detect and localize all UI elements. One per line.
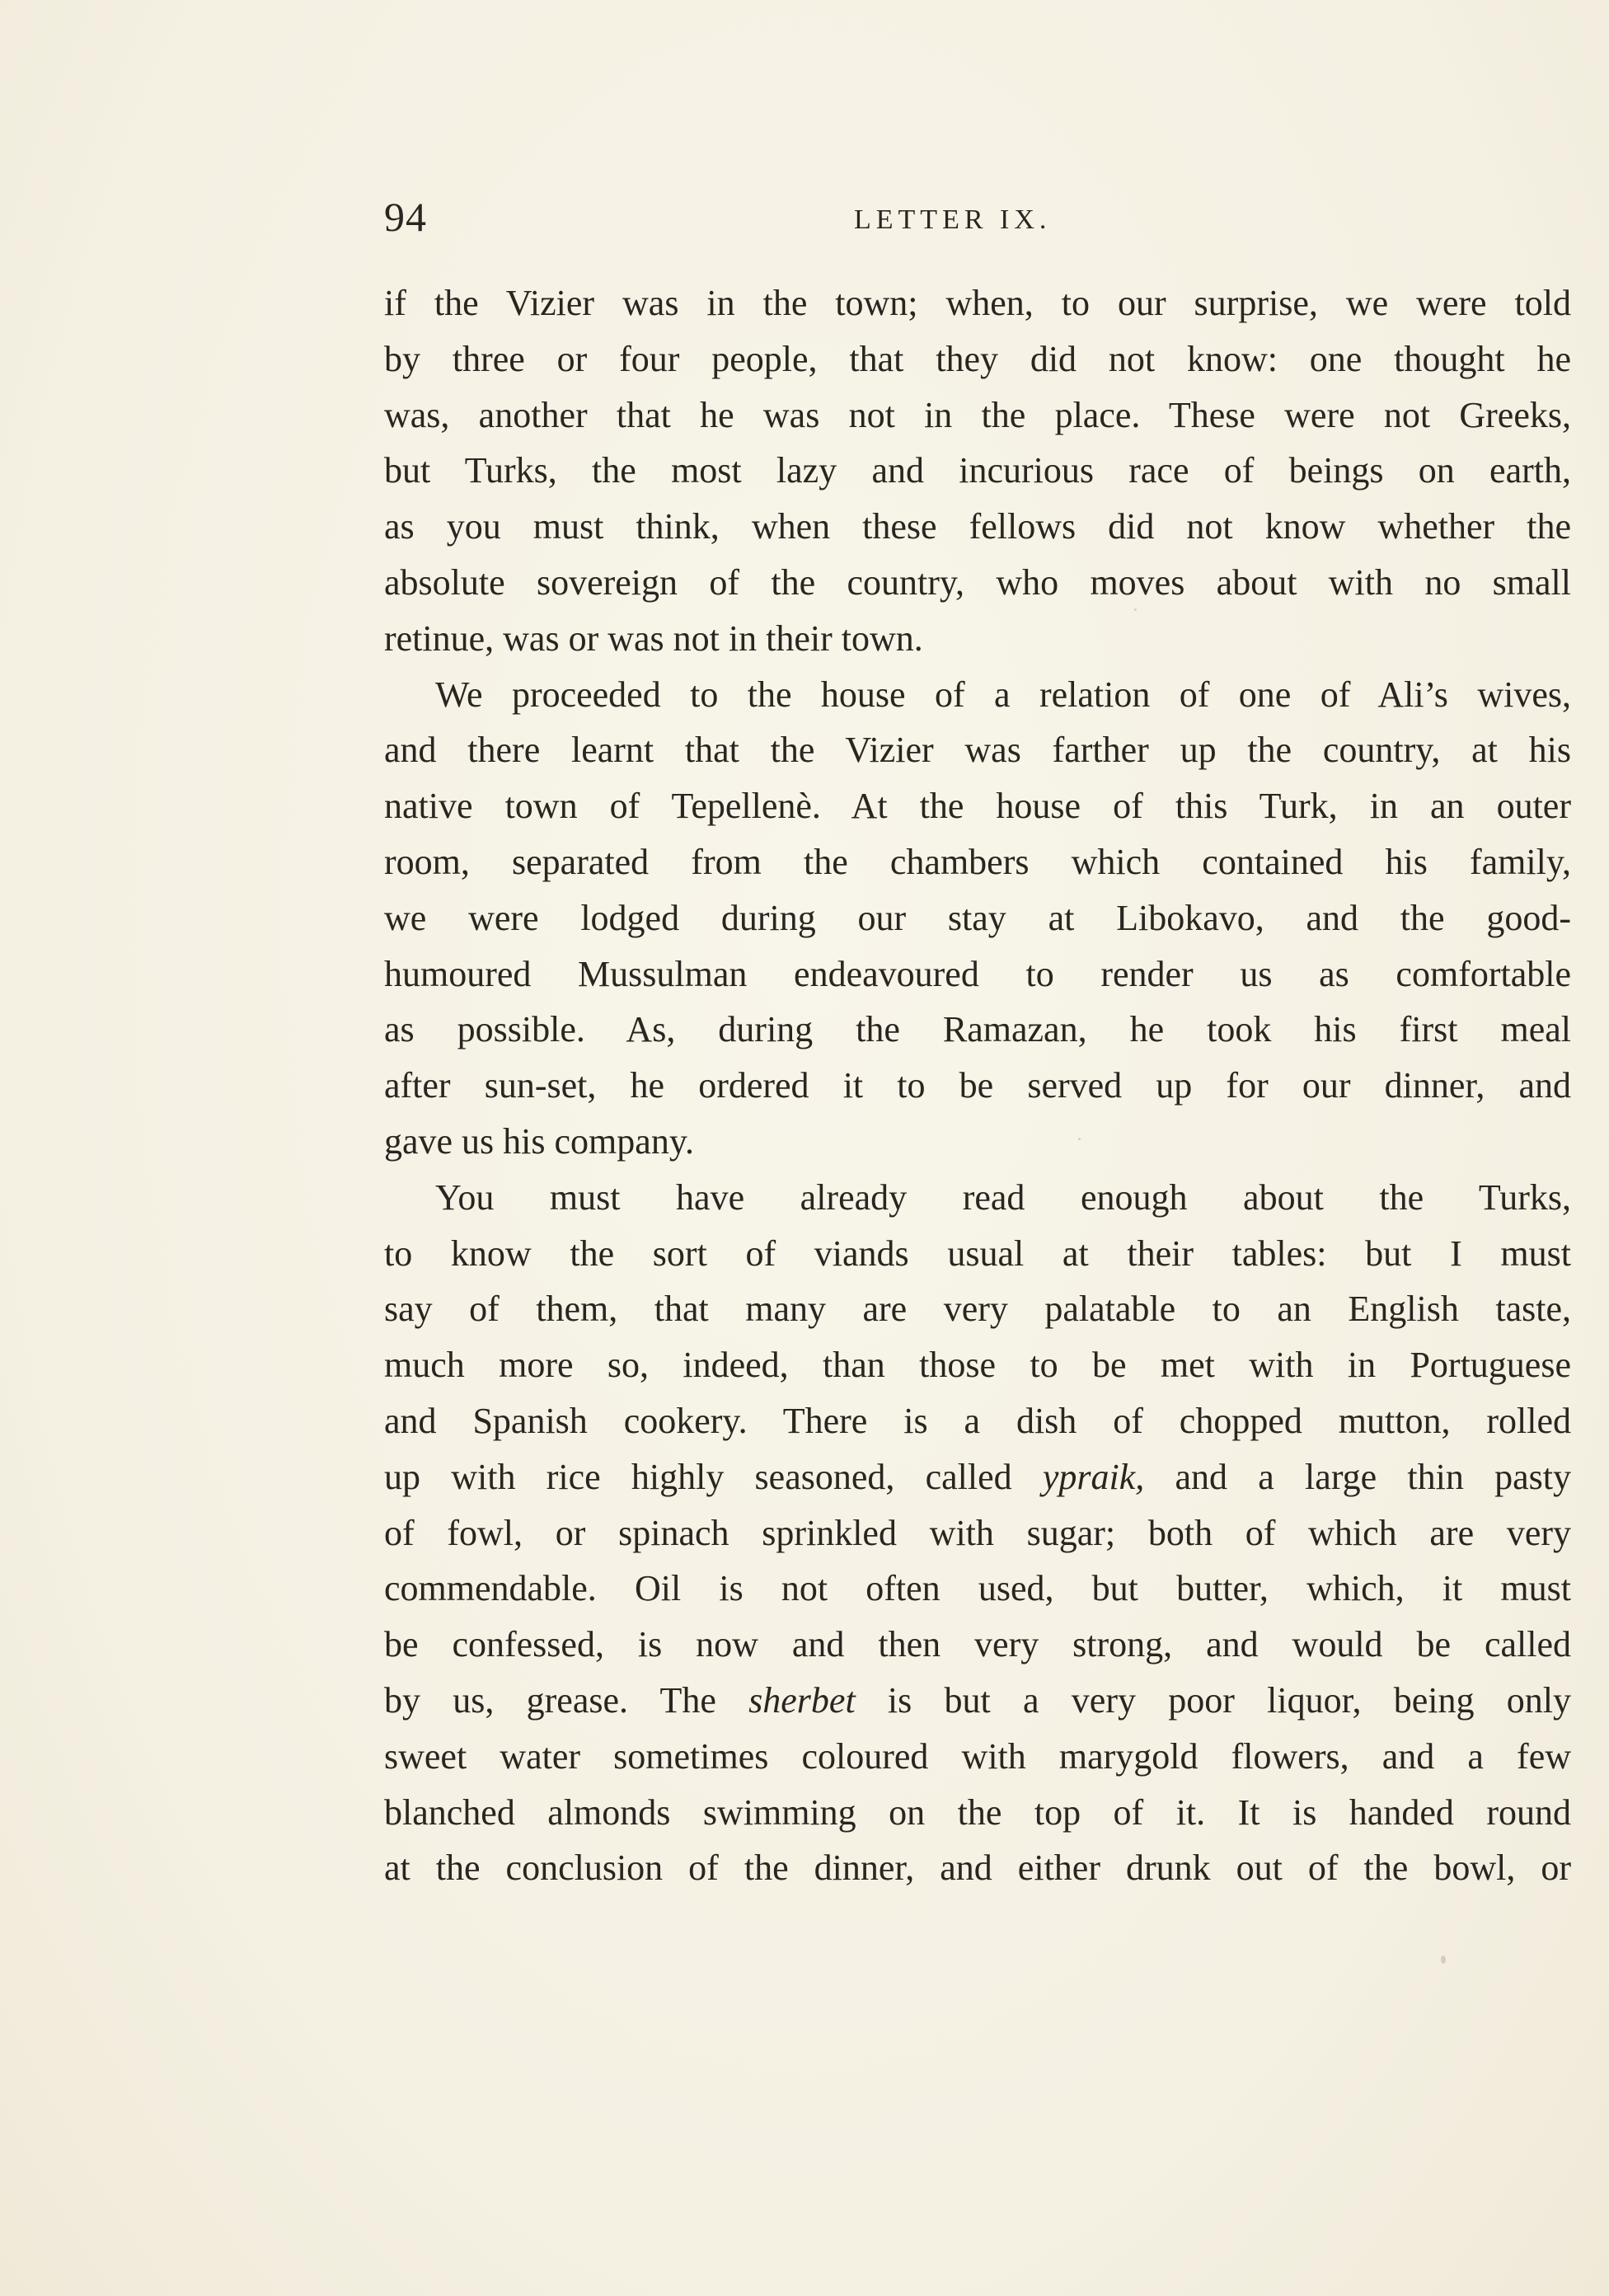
text-line: at the conclusion of the dinner, and either drunk out of the bowl, or: [384, 1848, 1571, 1889]
text-line: gave us his company.: [384, 1120, 694, 1162]
text-line: say of them, that many are very palatable to an English taste,: [384, 1289, 1571, 1330]
text-line: of fowl, or spinach sprinkled with sugar; both of which are very: [384, 1512, 1571, 1553]
text-line: humoured Mussulman endeavoured to render us as comfortable: [384, 953, 1571, 994]
text-fragment: and a large thin pasty: [1144, 1456, 1571, 1497]
text-line: and Spanish cookery. There is a dish of chopped mutton, rolled: [384, 1400, 1571, 1441]
text-line: as possible. As, during the Ramazan, he took his first meal: [384, 1009, 1571, 1050]
paragraph-start-line: We proceeded to the house of a relation of one of Ali’s wives,: [435, 674, 1571, 715]
text-line: native town of Tepellenè. At the house of this Turk, in an outer: [384, 786, 1571, 827]
text-line: [384, 1673, 1571, 1729]
text-line: was, another that he was not in the place. These were not Greeks,: [384, 394, 1571, 435]
text-line: much more so, indeed, than those to be met with in Portuguese: [384, 1345, 1571, 1386]
page-header: [384, 188, 1571, 246]
text-line: by three or four people, that they did not know: one thought he: [384, 338, 1571, 379]
text-line: and there learnt that the Vizier was farther up the country, at his: [384, 730, 1571, 771]
text-line: sweet water sometimes coloured with marygold flowers, and a few: [384, 1735, 1571, 1777]
text-fragment: is but a very poor liquor, being only: [855, 1679, 1571, 1721]
text-line: to know the sort of viands usual at their tables: but I must: [384, 1233, 1571, 1274]
body-text: [384, 275, 1571, 1896]
text-line: as you must think, when these fellows did not know whether the: [384, 506, 1571, 547]
running-head: LETTER IX.: [854, 204, 1052, 235]
text-line: but Turks, the most lazy and incurious race of beings on earth,: [384, 450, 1571, 491]
text-fragment: by us, grease. The: [384, 1679, 749, 1721]
text-fragment: up with rice highly seasoned, called: [384, 1456, 1043, 1497]
text-line: blanched almonds swimming on the top of it. It is handed round: [384, 1791, 1571, 1833]
text-line: if the Vizier was in the town; when, to our surprise, we were told: [384, 283, 1571, 323]
text-line: [384, 1449, 1571, 1505]
text-line: be confessed, is now and then very strong, and would be called: [384, 1624, 1571, 1665]
text-line: we were lodged during our stay at Libokavo, and the good-: [384, 897, 1571, 938]
text-line: retinue, was or was not in their town.: [384, 617, 923, 659]
page-number: 94: [384, 194, 427, 240]
text-line: room, separated from the chambers which contained his family,: [384, 841, 1571, 882]
text-line: after sun-set, he ordered it to be served up for our dinner, and: [384, 1065, 1571, 1106]
italic-term-sherbet: sherbet: [748, 1679, 856, 1721]
paragraph-start-line: You must have already read enough about the Turks,: [435, 1176, 1571, 1218]
paper-speck: [1441, 1956, 1446, 1964]
text-line: absolute sovereign of the country, who moves about with no small: [384, 561, 1571, 603]
italic-term-ypraik: ypraik,: [1042, 1456, 1145, 1497]
text-line: commendable. Oil is not often used, but butter, which, it must: [384, 1568, 1571, 1609]
paper-speck: [1134, 608, 1137, 611]
paper-speck: [1078, 1138, 1081, 1140]
